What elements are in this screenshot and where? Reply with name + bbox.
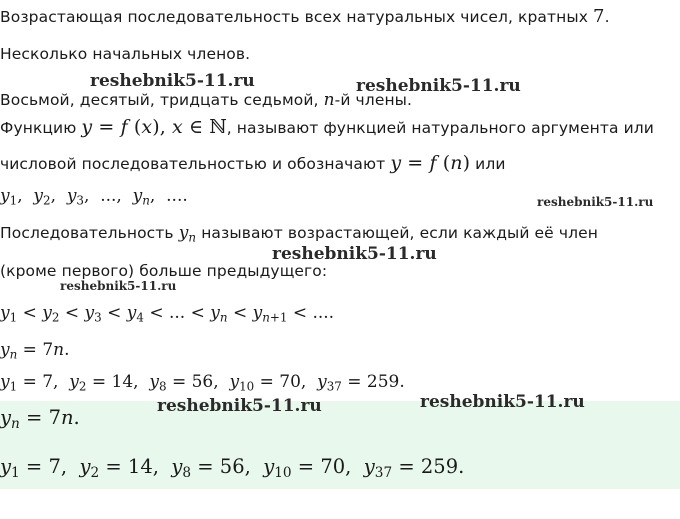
watermark: reshebnik5-11.ru bbox=[356, 76, 521, 96]
formula-line: $y_n = 7n$. bbox=[0, 340, 70, 362]
increasing-definition-1: Последовательность $y_n$ называют возрастающей, если каждый её член bbox=[0, 223, 598, 245]
intro-sentence: Возрастающая последовательность всех натуральных чисел, кратных 7. bbox=[0, 6, 610, 27]
initial-terms-label: Несколько начальных членов. bbox=[0, 45, 251, 63]
watermark: reshebnik5-11.ru bbox=[90, 71, 255, 91]
answer-formula: $y_n = 7n$. bbox=[0, 406, 80, 433]
terms-question: Восьмой, десятый, тридцать седьмой, n-й члены. bbox=[0, 90, 413, 110]
definition-line-1: Функцию y = f (x), x ∈ ℕ, называют функцией натурального аргумента или bbox=[0, 116, 654, 138]
sequence-notation: $y_1$, $y_2$, $y_3$, ..., $y_n$, .... bbox=[0, 186, 188, 208]
watermark: reshebnik5-11.ru bbox=[537, 195, 654, 209]
definition-line-2: числовой последовательностью и обозначают y = f (n) или bbox=[0, 152, 506, 174]
watermark: reshebnik5-11.ru bbox=[60, 279, 177, 293]
watermark: reshebnik5-11.ru bbox=[272, 244, 437, 264]
increasing-inequality: $y_1 < y_2 < y_3 < y_4$ < ... < $y_n < y_{n+1}$ < .... bbox=[0, 303, 335, 325]
values-line: $y_1 = 7$, $y_2 = 14$, $y_8 = 56$, $y_{10} = 70$, $y_{37} = 259$. bbox=[0, 372, 405, 394]
answer-values: $y_1 = 7$, $y_2 = 14$, $y_8 = 56$, $y_{10} = 70$, $y_{37} = 259$. bbox=[0, 455, 465, 482]
watermark: reshebnik5-11.ru bbox=[157, 396, 322, 416]
increasing-definition-2: (кроме первого) больше предыдущего: bbox=[0, 262, 328, 280]
watermark: reshebnik5-11.ru bbox=[420, 392, 585, 412]
